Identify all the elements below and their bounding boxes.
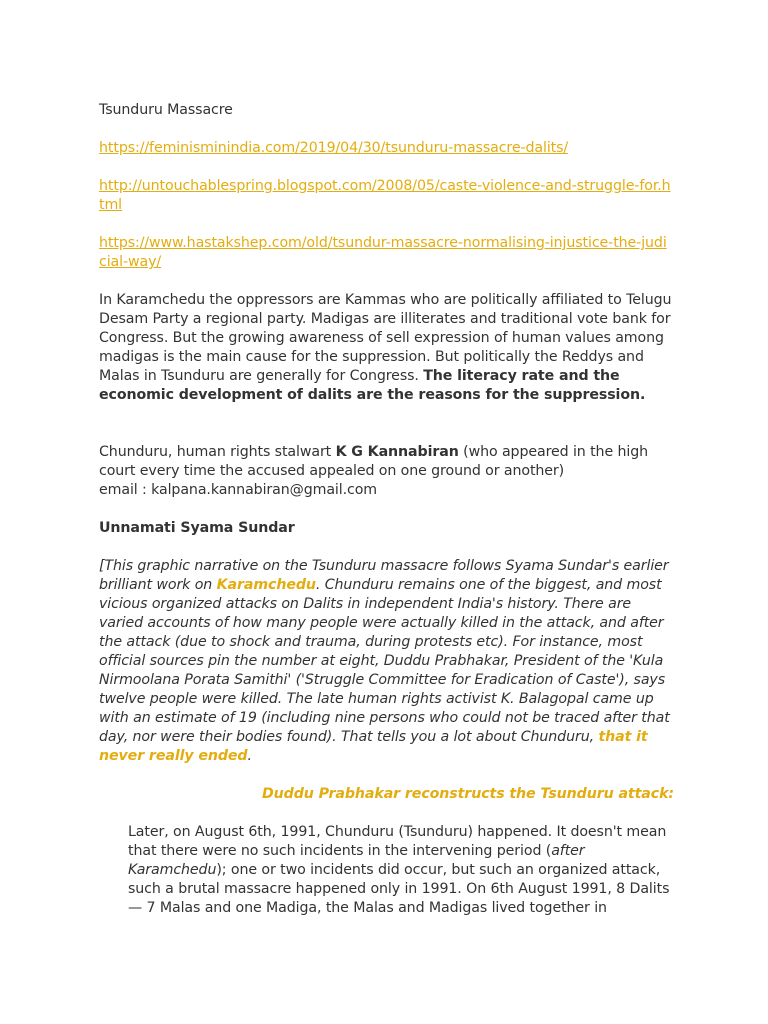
quote-text-b: ); one or two incidents did occur, but such an organized attack, such a brutal massacre happened only in 1991. On 6th August 1991, 8 Dalits — 7 Malas and one Madiga, the Malas and Madigas lived together in bbox=[128, 862, 670, 916]
prabhakar-quote bbox=[99, 823, 674, 918]
karamchedu-text: In Karamchedu the oppressors are Kammas who are politically affiliated to Telugu Desam Party a regional party. Madigas are illiterates and traditional vote bank for Congress. But the growing awareness of sell expression of human values among madigas is the main cause for the suppression. But politically the Reddys and Malas in Tsunduru are generally for Congress. bbox=[99, 292, 672, 384]
author-name bbox=[99, 519, 674, 538]
kannabiran-text-a: Chunduru, human rights stalwart bbox=[99, 444, 336, 460]
never-ended-link[interactable]: that it never really ended bbox=[99, 729, 648, 764]
author-bold: Unnamati Syama Sundar bbox=[99, 520, 295, 536]
narrative-text-a: [This graphic narrative on the Tsunduru massacre follows Syama Sundar's earlier brilliant work on bbox=[99, 558, 669, 593]
quote-text-a: Later, on August 6th, 1991, Chunduru (Tsunduru) happened. It doesn't mean that there were no such incidents in the intervening period ( bbox=[128, 824, 667, 859]
email-line: email : kalpana.kannabiran@gmail.com bbox=[99, 482, 378, 498]
narrative-text-b: . Chunduru remains one of the biggest, and most vicious organized attacks on Dalits in independent India's history. There are varied accounts of how many people were actually killed in the attack, and after the attack (due to shock and trauma, during protests etc). For instance, most official sources pin the number at eight, Duddu Prabhakar, President of the 'Kula Nirmoolana Porata Samithi' ('Struggle Committee for Eradication of Caste'), says twelve people were killed. The late human rights activist K. Balagopal came up with an estimate of 19 (including nine persons who could not be traced after that day, nor were their bodies found). That tells you a lot about Chunduru, bbox=[99, 577, 670, 745]
link-paragraph-1 bbox=[99, 139, 674, 158]
source-link-untouchablespring[interactable]: http://untouchablespring.blogspot.com/2008/05/caste-violence-and-struggle-for.html bbox=[99, 178, 671, 213]
quote-italic: after Karamchedu bbox=[128, 843, 585, 878]
source-link-feminisminindia[interactable]: https://feminisminindia.com/2019/04/30/tsunduru-massacre-dalits/ bbox=[99, 140, 569, 156]
karamchedu-paragraph bbox=[99, 291, 674, 405]
document-title: Tsunduru Massacre bbox=[99, 102, 233, 118]
karamchedu-link[interactable]: Karamchedu bbox=[216, 577, 316, 593]
link-paragraph-3 bbox=[99, 234, 674, 272]
narrative-text-c: . bbox=[247, 748, 252, 764]
reconstruction-subheading: Duddu Prabhakar reconstructs the Tsunduru attack: bbox=[261, 786, 674, 802]
kannabiran-name: K G Kannabiran bbox=[335, 444, 459, 460]
link-paragraph-2 bbox=[99, 177, 674, 215]
kannabiran-text-b: (who appeared in the high court every time the accused appealed on one ground or another) bbox=[99, 444, 649, 479]
narrative-paragraph bbox=[99, 557, 674, 766]
kannabiran-paragraph bbox=[99, 443, 674, 500]
literacy-bold-text: The literacy rate and the economic development of dalits are the reasons for the suppression. bbox=[99, 368, 646, 403]
document-page bbox=[99, 101, 674, 918]
source-link-hastakshep[interactable]: https://www.hastakshep.com/old/tsundur-massacre-normalising-injustice-the-judicial-way/ bbox=[99, 235, 667, 270]
